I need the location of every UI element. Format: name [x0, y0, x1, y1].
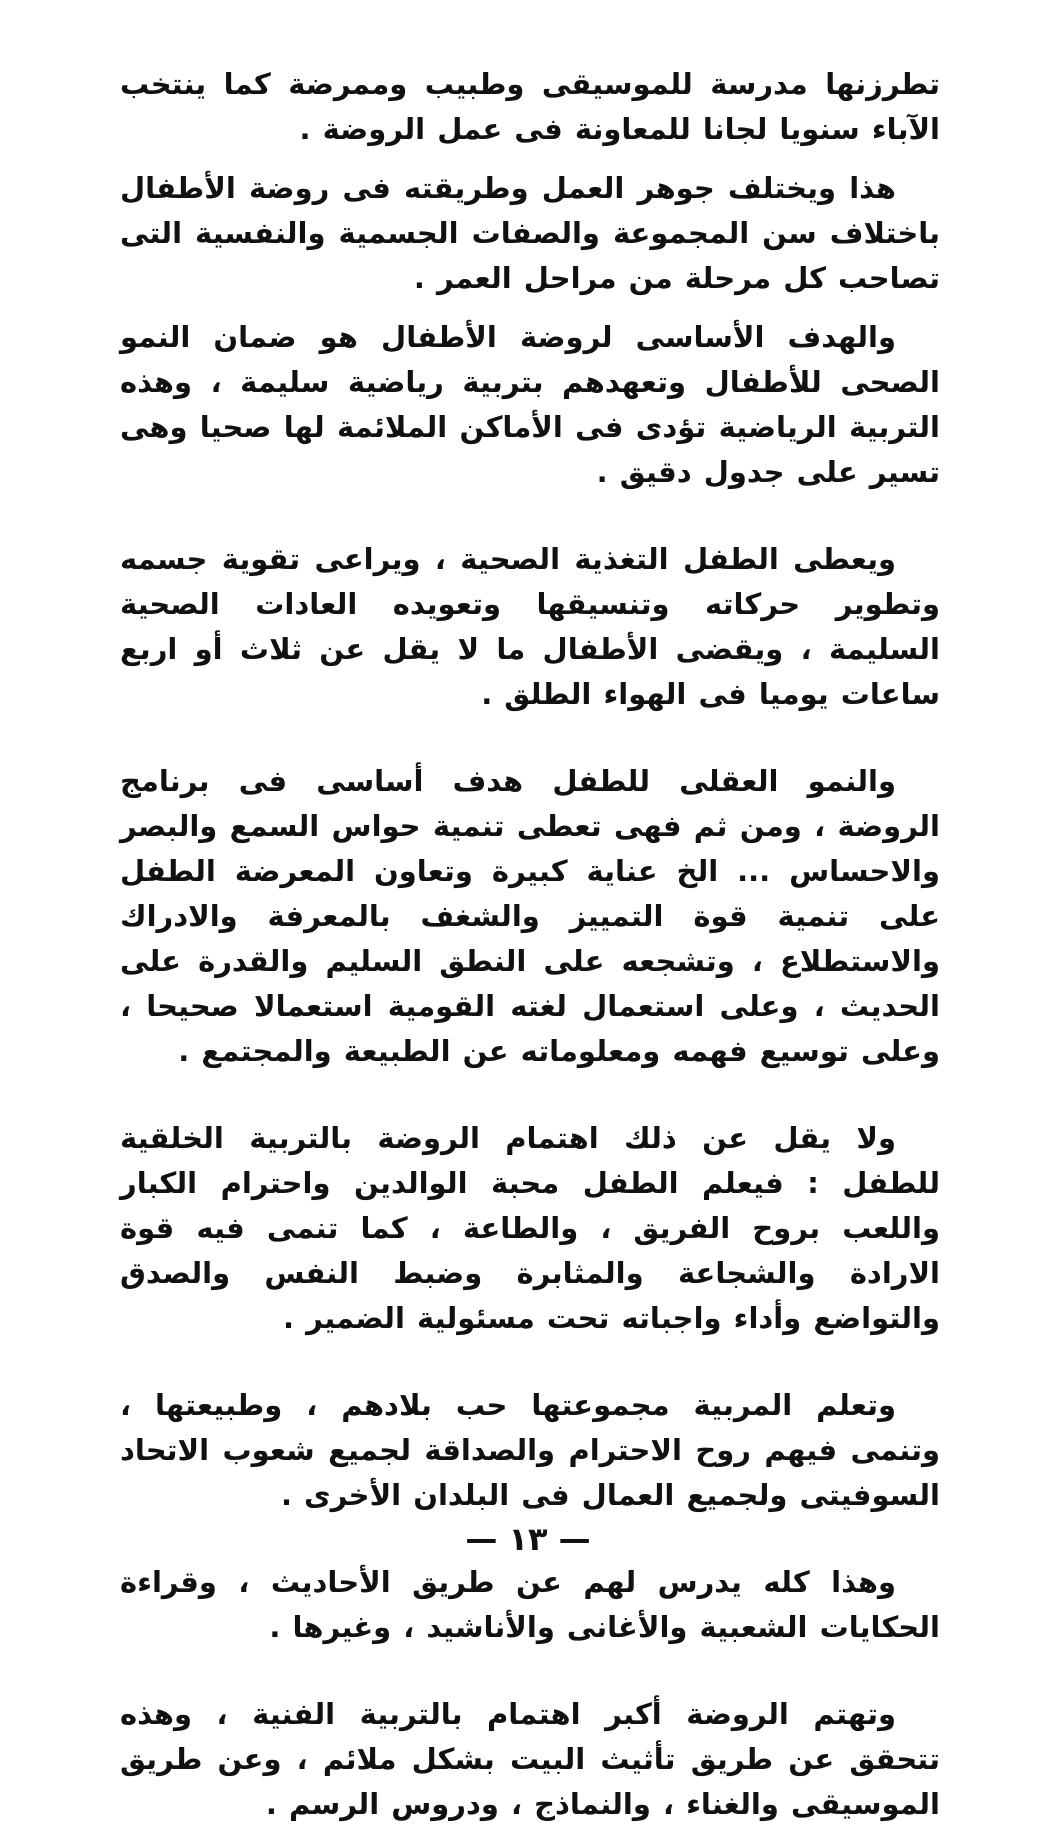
page-number: — ١٣ —	[465, 1520, 591, 1558]
paragraph-continuation: تطرزنها مدرسة للموسيقى وطبيب وممرضة كما ينتخب الآباء سنويا لجانا للمعاونة فى عمل الروضة .	[120, 67, 940, 146]
paragraph-stories: وهذا كله يدرس لهم عن طريق الأحاديث ، وقراءة الحكايات الشعبية والأغانى والأناشيد ، وغيرها .	[120, 1565, 940, 1644]
paragraph-work-nature: هذا ويختلف جوهر العمل وطريقته فى روضة الأطفال باختلاف سن المجموعة والصفات الجسمية والنفسية التى تصاحب كل مرحلة من مراحل العمر .	[120, 171, 940, 295]
paragraph-mental-growth: والنمو العقلى للطفل هدف أساسى فى برنامج الروضة ، ومن ثم فهى تعطى تنمية حواس السمع والبصر والاحساس ... الخ عناية كبيرة وتعاون المعرضة الطفل على تنمية قوة التمييز والشغف بالمعرفة والادراك والاستطلاع ، وتشجعه على النطق السليم والقدرة على الحديث ، وعلى استعمال لغته القومية استعمالا صحيحا ، وعلى توسيع فهمه ومعلوماته عن الطبيعة والمجتمع .	[120, 764, 940, 1068]
paragraph-health-goal: والهدف الأساسى لروضة الأطفال هو ضمان النمو الصحى للأطفال وتعهدهم بتربية رياضية سليمة ، وهذه التربية الرياضية تؤدى فى الأماكن الملائمة لها صحيا وهى تسير على جدول دقيق .	[120, 320, 940, 489]
paragraph-art-education: وتهتم الروضة أكبر اهتمام بالتربية الفنية ، وهذه تتحقق عن طريق تأثيث البيت بشكل ملائم ، وعن طريق الموسيقى والغناء ، والنماذج ، ودروس الرسم .	[120, 1697, 940, 1821]
paragraph-nutrition: ويعطى الطفل التغذية الصحية ، ويراعى تقوية جسمه وتطوير حركاته وتنسيقها وتعويده العادات الصحية السليمة ، ويقضى الأطفال ما لا يقل عن ثلاث أو اربع ساعات يوميا فى الهواء الطلق .	[120, 542, 940, 711]
paragraph-patriotism: وتعلم المربية مجموعتها حب بلادهم ، وطبيعتها ، وتنمى فيهم روح الاحترام والصداقة لجميع شعوب الاتحاد السوفيتى ولجميع العمال فى البلدان الأخرى .	[120, 1388, 940, 1512]
paragraph-moral-education: ولا يقل عن ذلك اهتمام الروضة بالتربية الخلقية للطفل : فيعلم الطفل محبة الوالدين واحترام الكبار واللعب بروح الفريق ، والطاعة ، كما تنمى فيه قوة الارادة والشجاعة والمثابرة وضبط النفس والصدق والتواضع وأداء واجباته تحت مسئولية الضمير .	[120, 1121, 940, 1335]
document-page	[120, 62, 940, 1821]
